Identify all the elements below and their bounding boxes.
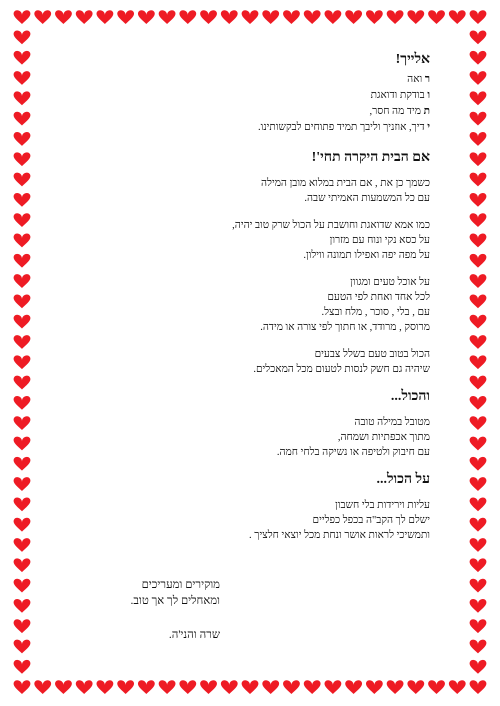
heart-icon (470, 112, 487, 126)
heart-icon (470, 193, 487, 207)
heart-icon (407, 10, 424, 24)
heart-icon (14, 91, 31, 105)
closing-wishes (60, 577, 220, 609)
heart-icon (14, 193, 31, 207)
heart-icon (97, 10, 114, 24)
heart-icon (470, 51, 487, 65)
heart-icon (34, 680, 51, 694)
poem-line: לכל אחד ואחת לפי הטעם (327, 292, 430, 303)
heart-icon (97, 680, 114, 694)
heart-icon (470, 132, 487, 146)
heart-icon (470, 457, 487, 471)
heart-icon (14, 497, 31, 511)
heart-icon (34, 10, 51, 24)
heart-icon (14, 71, 31, 85)
acrostic (60, 72, 430, 136)
heart-icon (242, 10, 259, 24)
heart-icon (242, 680, 259, 694)
stanza (60, 176, 430, 206)
heart-icon (14, 234, 31, 248)
heart-icon (14, 51, 31, 65)
heart-icon (304, 10, 321, 24)
heart-icon (387, 680, 404, 694)
heart-icon (14, 579, 31, 593)
heart-icon (14, 274, 31, 288)
heart-icon (14, 335, 31, 349)
heart-icon (470, 538, 487, 552)
heart-icon (387, 10, 404, 24)
poem-line: מרוסק , מרודד, או חתוך לפי צורה או מידה. (260, 322, 430, 333)
heart-icon (345, 680, 362, 694)
heart-icon (14, 376, 31, 390)
heart-icon (470, 680, 487, 694)
heart-icon (14, 538, 31, 552)
section-heading: והכול... (390, 389, 430, 404)
heart-icon (304, 680, 321, 694)
stanza (60, 218, 430, 263)
heart-icon (470, 518, 487, 532)
heart-icon (470, 437, 487, 451)
heart-icon (470, 579, 487, 593)
heart-icon (470, 71, 487, 85)
poem-line: עם חיבוק ולטיפה או נשיקה בלחי חמה. (276, 447, 430, 458)
heart-icon (138, 10, 155, 24)
heart-icon (14, 31, 31, 45)
acrostic-line: ת מיד מה חסר, (369, 106, 430, 117)
heart-icon (470, 31, 487, 45)
heart-icon (14, 10, 31, 24)
heart-icon (470, 396, 487, 410)
heart-icon (470, 91, 487, 105)
heart-icon (14, 152, 31, 166)
poem-line: כשמך כן את , אם הבית במלוא מובן המילה (261, 178, 430, 189)
heart-icon (366, 680, 383, 694)
heart-icon (283, 680, 300, 694)
heart-icon (470, 599, 487, 613)
heart-icon (14, 518, 31, 532)
stanza (60, 275, 430, 335)
heart-icon (428, 680, 445, 694)
heart-icon (138, 680, 155, 694)
poem-line: ישלם לך הקב"ה בכפל כפליים (312, 515, 430, 526)
heart-icon (470, 254, 487, 268)
poem-line: על כסא נקי ונוח עם מזרון (329, 235, 430, 246)
heart-icon (470, 315, 487, 329)
heart-icon (470, 619, 487, 633)
heart-icon (470, 497, 487, 511)
poem-line: מתוך אכפתיות ושמחה, (337, 432, 430, 443)
heart-icon (470, 234, 487, 248)
heart-icon (470, 660, 487, 674)
heart-icon (470, 335, 487, 349)
heart-icon (470, 10, 487, 24)
acrostic-line: ר ואה (407, 74, 430, 85)
heart-icon (14, 680, 31, 694)
heart-icon (470, 213, 487, 227)
heart-icon (14, 457, 31, 471)
heart-icon (262, 680, 279, 694)
closing-line: מוקירים ומעריכים (141, 579, 220, 591)
heart-icon (76, 680, 93, 694)
heart-icon (55, 680, 72, 694)
heart-icon (470, 640, 487, 654)
heart-icon (14, 396, 31, 410)
poem-line: על מפה יפה ואפילו תמונה ווילון. (303, 250, 430, 261)
heart-icon (117, 10, 134, 24)
heart-icon (366, 10, 383, 24)
stanza (60, 498, 430, 543)
heart-icon (449, 680, 466, 694)
closing-line: ומאחלים לך אך טוב. (130, 595, 220, 607)
stanza (60, 415, 430, 460)
heart-icon (55, 10, 72, 24)
heart-icon (345, 10, 362, 24)
stanza (60, 347, 430, 377)
heart-icon (221, 10, 238, 24)
heart-icon (470, 416, 487, 430)
heart-icon (159, 680, 176, 694)
heart-icon (470, 355, 487, 369)
poem-line: ותמשיכי לראות אושר ונחת מכל יוצאי חלציך . (249, 530, 430, 541)
heart-icon (14, 173, 31, 187)
heart-icon (325, 10, 342, 24)
heart-icon (14, 254, 31, 268)
heart-icon (221, 680, 238, 694)
acrostic-line: י דיך, אוזניך וליבך תמיד פתוחים לבקשותינו. (257, 122, 430, 133)
heart-icon (14, 660, 31, 674)
poem-body (60, 52, 430, 555)
poem-line: הכול בטוב טעם בשלל צבעים (314, 349, 430, 360)
heart-icon (14, 640, 31, 654)
heart-icon (407, 680, 424, 694)
heart-icon (14, 477, 31, 491)
heart-icon (283, 10, 300, 24)
heart-icon (14, 599, 31, 613)
poem-line: עליות וירידות בלי חשבון (335, 500, 430, 511)
heart-icon (76, 10, 93, 24)
heart-icon (14, 132, 31, 146)
heart-icon (14, 619, 31, 633)
heart-icon (179, 680, 196, 694)
poem-line: עם כל המשמעות האמיתי שבה. (304, 193, 430, 204)
heart-icon (470, 376, 487, 390)
section-heading: על הכול... (376, 472, 430, 487)
heart-icon (14, 355, 31, 369)
signature: שרה והני'ה. (168, 629, 220, 641)
poem-line: עם , בלי , סוכר , מלח ובצל. (321, 307, 430, 318)
heart-icon (470, 152, 487, 166)
poem-line: כמו אמא שדואגת וחושבת על הכול שרק טוב יהיה, (232, 220, 430, 231)
heart-icon (470, 558, 487, 572)
heart-icon (325, 680, 342, 694)
heart-icon (14, 416, 31, 430)
poem-line: מטובל במילה טובה (354, 417, 430, 428)
heart-icon (428, 10, 445, 24)
heart-icon (14, 294, 31, 308)
heart-icon (117, 680, 134, 694)
heart-icon (470, 294, 487, 308)
heart-icon (159, 10, 176, 24)
poem-line: שיהיה גם חשק לנסות לטעום מכל המאכלים. (253, 364, 430, 375)
heart-icon (449, 10, 466, 24)
heart-icon (14, 112, 31, 126)
heart-icon (200, 680, 217, 694)
heart-icon (470, 477, 487, 491)
acrostic-line: ו בודקת ודואגת (370, 90, 430, 101)
poem-line: על אוכל טעים ומגוון (350, 277, 430, 288)
heart-icon (262, 10, 279, 24)
section-heading: אם הבית היקרה תחי'! (311, 150, 430, 165)
heart-icon (470, 173, 487, 187)
heart-icon (14, 558, 31, 572)
heart-icon (14, 213, 31, 227)
heart-icon (470, 274, 487, 288)
poem-title: אלייך! (395, 52, 430, 67)
heart-icon (14, 437, 31, 451)
heart-icon (14, 315, 31, 329)
heart-icon (200, 10, 217, 24)
heart-icon (179, 10, 196, 24)
